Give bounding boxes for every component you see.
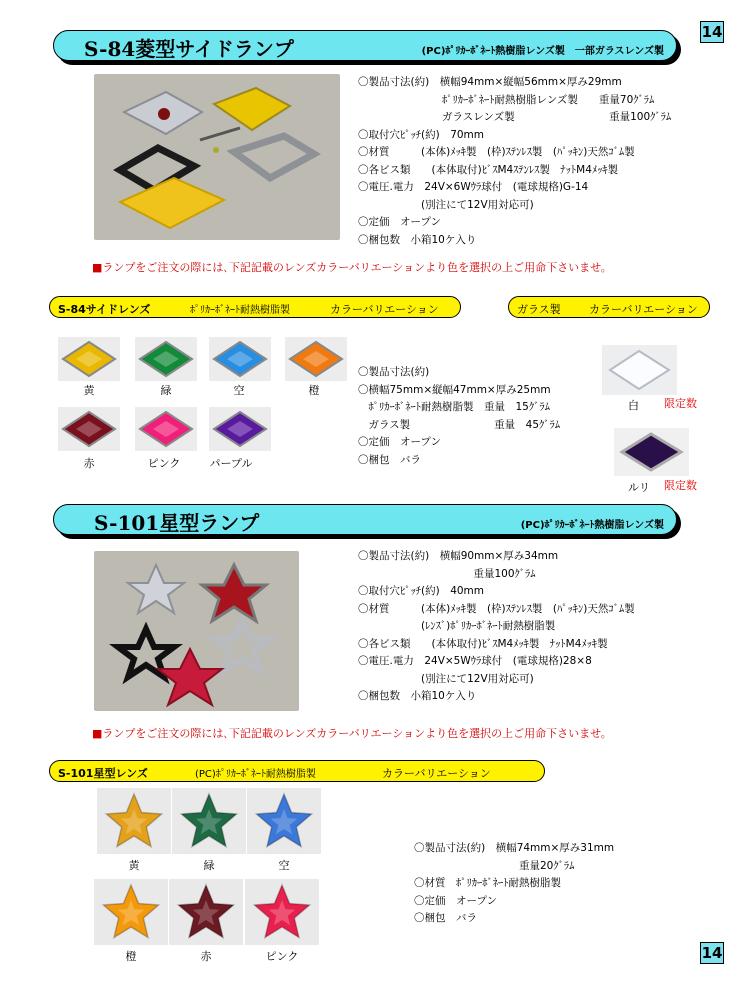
s84-lens-swatch	[135, 407, 197, 455]
s84-lens-color-label: パープル	[209, 457, 253, 470]
spec-line: 〇製品寸法(約) 横幅94mm×縦幅56mm×厚み29mm	[358, 76, 622, 88]
glass-variation: カラーバリエーション	[589, 303, 698, 316]
s84-lens-swatch	[135, 337, 197, 385]
s101-lens-color-label: 空	[278, 859, 290, 872]
s84-product-photo	[94, 74, 340, 240]
s84-lens-color-label: 赤	[83, 457, 95, 470]
s84-lens-name: S-84サイドレンズ	[58, 303, 151, 316]
spec-line: 〇電圧.電力 24V×5Wｳﾗ球付 (電球規格)28×8	[358, 655, 592, 667]
spec-line: 〇各ビス類 (本体取付)ﾋﾞｽM4ﾒｯｷ製 ﾅｯﾄM4ﾒｯｷ製	[358, 637, 608, 650]
spec-line: ﾎﾟﾘｶｰﾎﾞﾈｰﾄ耐熱樹脂製 重量 15ｸﾞﾗﾑ	[358, 401, 550, 413]
page-number-top: 14	[701, 23, 723, 41]
s101-lens-swatch	[94, 879, 168, 949]
s84-lens-material: ﾎﾟﾘｶｰﾎﾞﾈｰﾄ耐熱樹脂製	[190, 305, 290, 316]
glass-ruri-note: 限定数	[664, 479, 697, 492]
spec-line: 〇製品寸法(約) 横幅74mm×厚み31mm	[414, 842, 615, 854]
s101-spec-list	[358, 548, 635, 706]
spec-line: (ﾚﾝｽﾞ)ﾎﾟﾘｶｰﾎﾞﾈｰﾄ耐熱樹脂製	[358, 620, 556, 632]
spec-line: 〇横幅75mm×縦幅47mm×厚み25mm	[358, 383, 551, 396]
spec-line: 〇梱包数 小箱10ケ入り	[358, 233, 477, 246]
page-number-bottom: 14	[701, 944, 723, 962]
s84-lens-swatch	[285, 337, 347, 385]
spec-line: 〇梱包 バラ	[414, 912, 477, 924]
s101-lens-swatch	[172, 788, 246, 858]
s101-lens-material: (PC)ﾎﾟﾘｶｰﾎﾞﾈｰﾄ耐熱樹脂製	[195, 769, 316, 780]
s84-lens-color-label: ピンク	[147, 457, 181, 470]
spec-line: 〇定価 オープン	[358, 216, 442, 228]
spec-line: 〇取付穴ﾋﾟｯﾁ(約) 70mm	[358, 128, 485, 141]
s101-product-photo	[94, 551, 299, 711]
spec-line: (別注にて12V用対応可)	[358, 198, 534, 211]
glass-swatch-white	[602, 345, 677, 395]
s101-title: S-101星型ランプ	[94, 511, 260, 535]
s101-lens-swatch	[247, 788, 321, 858]
spec-line: 〇製品寸法(約)	[358, 366, 430, 378]
glass-bar	[508, 296, 710, 318]
spec-line: ガラスレンズ製 重量100ｸﾞﾗﾑ	[358, 111, 672, 123]
s84-lens-swatch	[209, 337, 271, 385]
s101-lens-swatch	[169, 879, 243, 949]
s84-lens-swatch	[58, 407, 120, 455]
glass-ruri-label: ルリ	[628, 481, 650, 494]
glass-white-note: 限定数	[664, 397, 697, 410]
s101-lens-bar	[49, 760, 545, 782]
spec-line: (別注にて12V用対応可)	[358, 672, 534, 685]
glass-material: ガラス製	[517, 303, 561, 316]
spec-line: ﾎﾟﾘｶｰﾎﾞﾈｰﾄ耐熱樹脂レンズ製 重量70ｸﾞﾗﾑ	[358, 93, 655, 106]
s84-lens-bar	[49, 296, 461, 318]
s101-lens-color-label: 緑	[203, 859, 215, 872]
s101-title-banner	[53, 504, 677, 535]
spec-line: 〇取付穴ﾋﾟｯﾁ(約) 40mm	[358, 585, 485, 597]
glass-swatch-ruri	[614, 428, 689, 476]
s84-lens-color-label: 緑	[160, 384, 172, 397]
s101-lens-swatch	[245, 879, 319, 949]
spec-line: 〇製品寸法(約) 横幅90mm×厚み34mm	[358, 550, 559, 562]
s84-lens-spec-list	[358, 364, 560, 469]
spec-line: 〇材質 (本体)ﾒｯｷ製 (枠)ｽﾃﾝﾚｽ製 (ﾊﾟｯｷﾝ)天然ｺﾞﾑ製	[358, 146, 635, 158]
s84-lens-color-label: 黄	[83, 384, 95, 397]
spec-line: ガラス製 重量 45ｸﾞﾗﾑ	[358, 418, 561, 431]
s84-title: S-84菱型サイドランプ	[84, 37, 294, 61]
s101-subtitle: (PC)ﾎﾟﾘｶｰﾎﾞﾈｰﾄ熱樹脂レンズ製	[520, 520, 664, 531]
s84-order-notice: ■ランプをご注文の際には､下記記載のレンズカラーバリエーションより色を選択の上ご用命下さいませ。	[92, 261, 612, 274]
s101-lens-name: S-101星型レンズ	[58, 767, 148, 780]
s101-lens-color-label: 黄	[128, 859, 140, 872]
spec-line: 〇材質 ﾎﾟﾘｶｰﾎﾞﾈｰﾄ耐熱樹脂製	[414, 877, 561, 889]
s84-title-banner	[53, 30, 677, 61]
spec-line: 〇各ビス類 (本体取付)ﾋﾞｽM4ｽﾃﾝﾚｽ製 ﾅｯﾄM4ﾒｯｷ製	[358, 163, 619, 176]
s84-subtitle: (PC)ﾎﾟﾘｶｰﾎﾞﾈｰﾄ熱樹脂レンズ製 一部ガラスレンズ製	[421, 46, 664, 57]
s84-lens-color-label: 橙	[308, 384, 320, 397]
spec-line: 〇材質 (本体)ﾒｯｷ製 (枠)ｽﾃﾝﾚｽ製 (ﾊﾟｯｷﾝ)天然ｺﾞﾑ製	[358, 602, 635, 615]
spec-line: 重量20ｸﾞﾗﾑ	[414, 859, 575, 872]
spec-line: 〇定価 オープン	[414, 894, 498, 907]
s101-order-notice: ■ランプをご注文の際には､下記記載のレンズカラーバリエーションより色を選択の上ご用命下さいませ。	[92, 727, 612, 740]
s101-lens-color-label: ピンク	[265, 950, 299, 963]
s101-lens-variation: カラーバリエーション	[382, 767, 491, 780]
s84-lens-swatch	[58, 337, 120, 385]
s84-lens-color-label: 空	[233, 384, 245, 397]
s84-spec-list	[358, 74, 671, 249]
s84-lens-swatch	[209, 407, 271, 455]
s101-lens-color-label: 橙	[125, 950, 137, 963]
s101-lens-swatch	[97, 788, 171, 858]
glass-white-label: 白	[628, 399, 639, 412]
spec-line: 〇定価 オープン	[358, 436, 442, 448]
spec-line: 〇梱包数 小箱10ケ入り	[358, 690, 477, 702]
spec-line: 〇梱包 バラ	[358, 453, 421, 466]
spec-line: 重量100ｸﾞﾗﾑ	[358, 567, 536, 580]
s101-lens-spec-list	[414, 840, 614, 928]
spec-line: 〇電圧.電力 24V×6Wｳﾗ球付 (電球規格)G-14	[358, 181, 589, 193]
s101-lens-color-label: 赤	[200, 950, 212, 963]
s84-lens-variation: カラーバリエーション	[330, 303, 439, 316]
